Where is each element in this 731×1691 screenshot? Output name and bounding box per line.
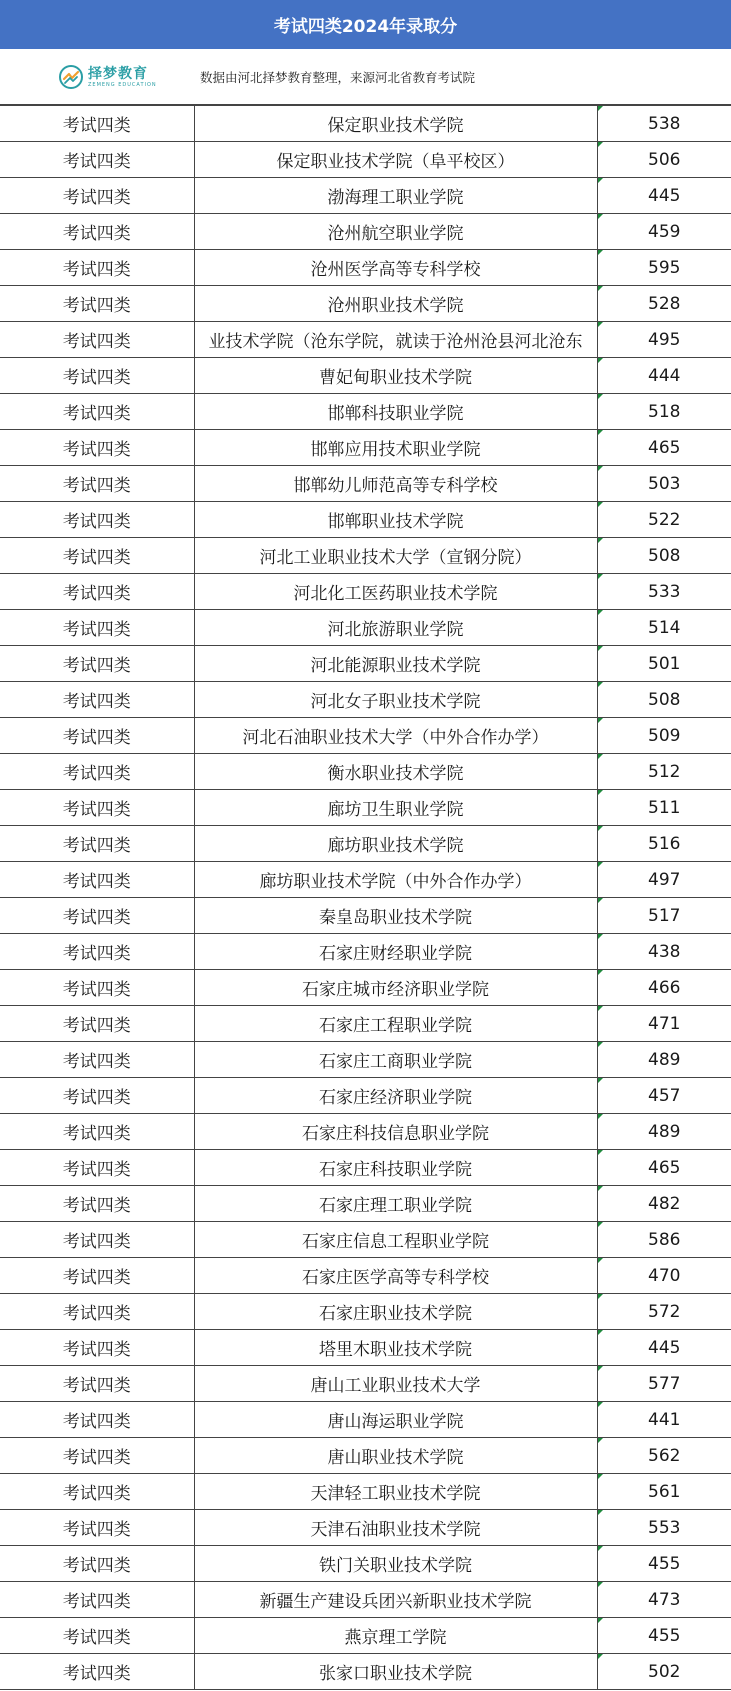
category-cell: 考试四类 (0, 286, 194, 322)
score-cell: 444 (597, 358, 731, 394)
school-cell: 沧州航空职业学院 (194, 214, 597, 250)
category-cell: 考试四类 (0, 1582, 194, 1618)
table-row (0, 898, 731, 934)
school-cell: 石家庄信息工程职业学院 (194, 1222, 597, 1258)
school-cell: 渤海理工职业学院 (194, 178, 597, 214)
category-cell: 考试四类 (0, 250, 194, 286)
school-cell: 曹妃甸职业技术学院 (194, 358, 597, 394)
table-row (0, 1114, 731, 1150)
score-table-body (0, 106, 731, 1690)
sheet-title: 考试四类2024年录取分 (0, 0, 731, 49)
score-cell: 509 (597, 718, 731, 754)
score-cell: 455 (597, 1618, 731, 1654)
table-row (0, 1474, 731, 1510)
score-cell: 517 (597, 898, 731, 934)
school-cell: 衡水职业技术学院 (194, 754, 597, 790)
school-cell: 业技术学院（沧东学院，就读于沧州沧县河北沧东 (194, 322, 597, 358)
score-cell: 489 (597, 1114, 731, 1150)
category-cell: 考试四类 (0, 1546, 194, 1582)
score-cell: 553 (597, 1510, 731, 1546)
score-cell: 508 (597, 538, 731, 574)
school-cell: 邯郸应用技术职业学院 (194, 430, 597, 466)
table-row (0, 1222, 731, 1258)
score-cell: 508 (597, 682, 731, 718)
school-cell: 廊坊职业技术学院（中外合作办学） (194, 862, 597, 898)
category-cell: 考试四类 (0, 1006, 194, 1042)
category-cell: 考试四类 (0, 394, 194, 430)
school-cell: 邯郸幼儿师范高等专科学校 (194, 466, 597, 502)
table-row (0, 1582, 731, 1618)
category-cell: 考试四类 (0, 1258, 194, 1294)
table-row (0, 574, 731, 610)
school-cell: 河北女子职业技术学院 (194, 682, 597, 718)
table-row (0, 286, 731, 322)
table-row (0, 1150, 731, 1186)
school-cell: 石家庄工程职业学院 (194, 1006, 597, 1042)
table-row (0, 1294, 731, 1330)
table-row (0, 1078, 731, 1114)
score-cell: 438 (597, 934, 731, 970)
table-row (0, 1618, 731, 1654)
table-row (0, 682, 731, 718)
score-cell: 506 (597, 142, 731, 178)
category-cell: 考试四类 (0, 1618, 194, 1654)
score-cell: 514 (597, 610, 731, 646)
school-cell: 河北工业职业技术大学（宣钢分院） (194, 538, 597, 574)
category-cell: 考试四类 (0, 1474, 194, 1510)
table-row (0, 430, 731, 466)
table-row (0, 214, 731, 250)
table-row (0, 754, 731, 790)
school-cell: 石家庄工商职业学院 (194, 1042, 597, 1078)
table-row (0, 1006, 731, 1042)
table-row (0, 1510, 731, 1546)
score-cell: 561 (597, 1474, 731, 1510)
category-cell: 考试四类 (0, 430, 194, 466)
category-cell: 考试四类 (0, 1294, 194, 1330)
category-cell: 考试四类 (0, 1366, 194, 1402)
score-cell: 528 (597, 286, 731, 322)
category-cell: 考试四类 (0, 1654, 194, 1690)
school-cell: 廊坊卫生职业学院 (194, 790, 597, 826)
table-row (0, 790, 731, 826)
score-cell: 502 (597, 1654, 731, 1690)
score-cell: 512 (597, 754, 731, 790)
category-cell: 考试四类 (0, 178, 194, 214)
school-cell: 石家庄科技信息职业学院 (194, 1114, 597, 1150)
category-cell: 考试四类 (0, 790, 194, 826)
brand-logo (58, 64, 157, 90)
school-cell: 河北能源职业技术学院 (194, 646, 597, 682)
table-row (0, 826, 731, 862)
school-cell: 保定职业技术学院（阜平校区） (194, 142, 597, 178)
score-cell: 457 (597, 1078, 731, 1114)
school-cell: 沧州职业技术学院 (194, 286, 597, 322)
school-cell: 唐山海运职业学院 (194, 1402, 597, 1438)
school-cell: 石家庄经济职业学院 (194, 1078, 597, 1114)
school-cell: 石家庄职业技术学院 (194, 1294, 597, 1330)
category-cell: 考试四类 (0, 574, 194, 610)
table-row (0, 718, 731, 754)
category-cell: 考试四类 (0, 646, 194, 682)
category-cell: 考试四类 (0, 142, 194, 178)
school-cell: 天津石油职业技术学院 (194, 1510, 597, 1546)
school-cell: 邯郸职业技术学院 (194, 502, 597, 538)
category-cell: 考试四类 (0, 1078, 194, 1114)
category-cell: 考试四类 (0, 1150, 194, 1186)
table-row (0, 394, 731, 430)
score-cell: 518 (597, 394, 731, 430)
table-row (0, 538, 731, 574)
category-cell: 考试四类 (0, 754, 194, 790)
category-cell: 考试四类 (0, 862, 194, 898)
table-row (0, 1186, 731, 1222)
category-cell: 考试四类 (0, 322, 194, 358)
school-cell: 天津轻工职业技术学院 (194, 1474, 597, 1510)
score-cell: 482 (597, 1186, 731, 1222)
score-cell: 459 (597, 214, 731, 250)
brand-name: 择梦教育 (88, 65, 148, 82)
school-cell: 燕京理工学院 (194, 1618, 597, 1654)
school-cell: 河北化工医药职业技术学院 (194, 574, 597, 610)
category-cell: 考试四类 (0, 1186, 194, 1222)
school-cell: 秦皇岛职业技术学院 (194, 898, 597, 934)
table-row (0, 178, 731, 214)
table-row (0, 1402, 731, 1438)
table-row (0, 322, 731, 358)
category-cell: 考试四类 (0, 1222, 194, 1258)
table-row (0, 1438, 731, 1474)
category-cell: 考试四类 (0, 898, 194, 934)
table-row (0, 1366, 731, 1402)
table-row (0, 502, 731, 538)
table-row (0, 1546, 731, 1582)
school-cell: 石家庄理工职业学院 (194, 1186, 597, 1222)
table-row (0, 106, 731, 142)
score-cell: 503 (597, 466, 731, 502)
category-cell: 考试四类 (0, 1402, 194, 1438)
category-cell: 考试四类 (0, 1114, 194, 1150)
category-cell: 考试四类 (0, 934, 194, 970)
score-cell: 441 (597, 1402, 731, 1438)
school-cell: 石家庄科技职业学院 (194, 1150, 597, 1186)
table-row (0, 862, 731, 898)
school-cell: 石家庄城市经济职业学院 (194, 970, 597, 1006)
category-cell: 考试四类 (0, 1438, 194, 1474)
brand-logo-text (88, 67, 157, 88)
table-row (0, 610, 731, 646)
score-cell: 501 (597, 646, 731, 682)
school-cell: 石家庄财经职业学院 (194, 934, 597, 970)
category-cell: 考试四类 (0, 502, 194, 538)
school-cell: 邯郸科技职业学院 (194, 394, 597, 430)
score-cell: 586 (597, 1222, 731, 1258)
school-cell: 张家口职业技术学院 (194, 1654, 597, 1690)
category-cell: 考试四类 (0, 970, 194, 1006)
school-cell: 沧州医学高等专科学校 (194, 250, 597, 286)
school-cell: 河北石油职业技术大学（中外合作办学） (194, 718, 597, 754)
brand-name-en: ZEMENG EDUCATION (88, 81, 157, 88)
category-cell: 考试四类 (0, 610, 194, 646)
category-cell: 考试四类 (0, 358, 194, 394)
score-cell: 465 (597, 430, 731, 466)
score-cell: 466 (597, 970, 731, 1006)
school-cell: 塔里木职业技术学院 (194, 1330, 597, 1366)
score-cell: 473 (597, 1582, 731, 1618)
table-row (0, 1654, 731, 1690)
score-cell: 533 (597, 574, 731, 610)
score-cell: 445 (597, 1330, 731, 1366)
table-row (0, 970, 731, 1006)
table-row (0, 142, 731, 178)
category-cell: 考试四类 (0, 1042, 194, 1078)
school-cell: 新疆生产建设兵团兴新职业技术学院 (194, 1582, 597, 1618)
school-cell: 石家庄医学高等专科学校 (194, 1258, 597, 1294)
source-note: 数据由河北择梦教育整理，来源河北省教育考试院 (200, 70, 476, 85)
category-cell: 考试四类 (0, 466, 194, 502)
table-row (0, 250, 731, 286)
category-cell: 考试四类 (0, 682, 194, 718)
school-cell: 河北旅游职业学院 (194, 610, 597, 646)
score-cell: 595 (597, 250, 731, 286)
table-row (0, 1258, 731, 1294)
school-cell: 保定职业技术学院 (194, 106, 597, 142)
score-cell: 572 (597, 1294, 731, 1330)
brand-logo-icon (58, 64, 84, 90)
score-cell: 489 (597, 1042, 731, 1078)
category-cell: 考试四类 (0, 214, 194, 250)
school-cell: 铁门关职业技术学院 (194, 1546, 597, 1582)
table-row (0, 466, 731, 502)
table-row (0, 934, 731, 970)
score-cell: 497 (597, 862, 731, 898)
score-cell: 562 (597, 1438, 731, 1474)
table-row (0, 1330, 731, 1366)
category-cell: 考试四类 (0, 826, 194, 862)
score-cell: 511 (597, 790, 731, 826)
score-cell: 516 (597, 826, 731, 862)
table-row (0, 358, 731, 394)
table-row (0, 646, 731, 682)
score-cell: 577 (597, 1366, 731, 1402)
score-cell: 471 (597, 1006, 731, 1042)
school-cell: 廊坊职业技术学院 (194, 826, 597, 862)
score-cell: 495 (597, 322, 731, 358)
school-cell: 唐山职业技术学院 (194, 1438, 597, 1474)
score-cell: 445 (597, 178, 731, 214)
score-cell: 465 (597, 1150, 731, 1186)
source-bar (0, 49, 731, 105)
score-cell: 470 (597, 1258, 731, 1294)
category-cell: 考试四类 (0, 538, 194, 574)
category-cell: 考试四类 (0, 718, 194, 754)
category-cell: 考试四类 (0, 1510, 194, 1546)
score-cell: 455 (597, 1546, 731, 1582)
score-cell: 522 (597, 502, 731, 538)
category-cell: 考试四类 (0, 106, 194, 142)
table-row (0, 1042, 731, 1078)
school-cell: 唐山工业职业技术大学 (194, 1366, 597, 1402)
score-cell: 538 (597, 106, 731, 142)
score-table (0, 105, 731, 1690)
category-cell: 考试四类 (0, 1330, 194, 1366)
